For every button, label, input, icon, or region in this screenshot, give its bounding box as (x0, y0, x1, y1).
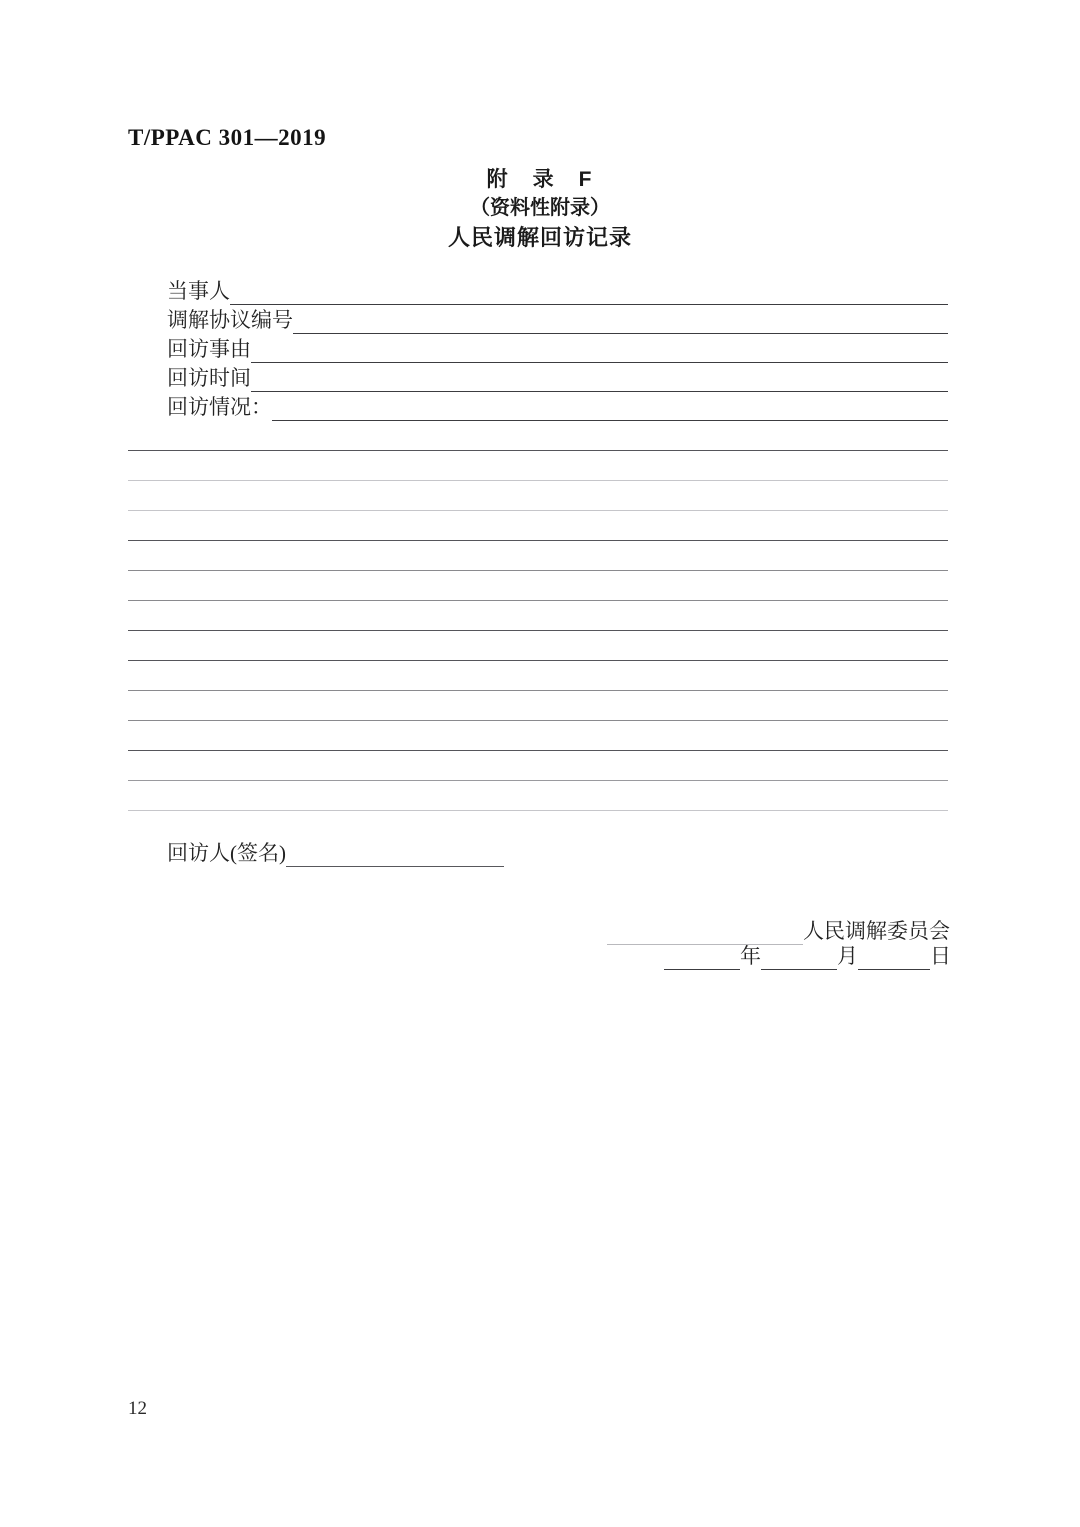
ruled-line (128, 661, 948, 691)
visit-time-blank-line (251, 362, 948, 392)
visitor-signature-blank-line (286, 837, 504, 867)
committee-label: 人民调解委员会 (803, 919, 950, 943)
field-label-visit-reason: 回访事由 (167, 337, 251, 361)
appendix-title-block (0, 166, 1080, 253)
ruled-line (128, 721, 948, 751)
visitor-signature-label: 回访人(签名) (167, 841, 286, 865)
ruled-line (128, 601, 948, 631)
ruled-line (128, 631, 948, 661)
field-row-agreement-number (167, 305, 948, 334)
field-row-party (167, 276, 948, 305)
appendix-title: 附 录 F (486, 168, 594, 191)
month-blank-line (761, 940, 837, 970)
month-label: 月 (837, 944, 858, 968)
ruled-line (128, 571, 948, 601)
party-blank-line (230, 275, 948, 305)
day-label: 日 (930, 944, 951, 968)
ruled-line (128, 781, 948, 811)
form-fields (167, 276, 948, 421)
field-label-party: 当事人 (167, 279, 230, 303)
year-blank-line (664, 940, 740, 970)
year-label: 年 (740, 944, 761, 968)
ruled-line (128, 421, 948, 451)
agreement-number-blank-line (293, 304, 948, 334)
ruled-line (128, 511, 948, 541)
field-label-visit-time: 回访时间 (167, 366, 251, 390)
ruled-line (128, 481, 948, 511)
ruled-line (128, 691, 948, 721)
field-row-visit-time (167, 363, 948, 392)
visit-situation-blank-line (272, 391, 948, 421)
visit-reason-blank-line (251, 333, 948, 363)
ruled-lines (128, 421, 948, 811)
field-row-visit-reason (167, 334, 948, 363)
visitor-signature-row (167, 838, 504, 867)
field-row-visit-situation (167, 392, 948, 421)
form-heading: 人民调解回访记录 (447, 225, 632, 250)
field-label-visit-situation: 回访情况： (167, 395, 272, 419)
day-blank-line (858, 940, 930, 970)
ruled-line (128, 541, 948, 571)
page-number: 12 (128, 1398, 147, 1419)
ruled-line (128, 451, 948, 481)
appendix-subtitle: （资料性附录） (470, 197, 610, 219)
standard-code: T/PPAC 301—2019 (128, 125, 327, 150)
field-label-agreement-number: 调解协议编号 (167, 308, 293, 332)
ruled-line (128, 751, 948, 781)
date-row (664, 941, 951, 970)
